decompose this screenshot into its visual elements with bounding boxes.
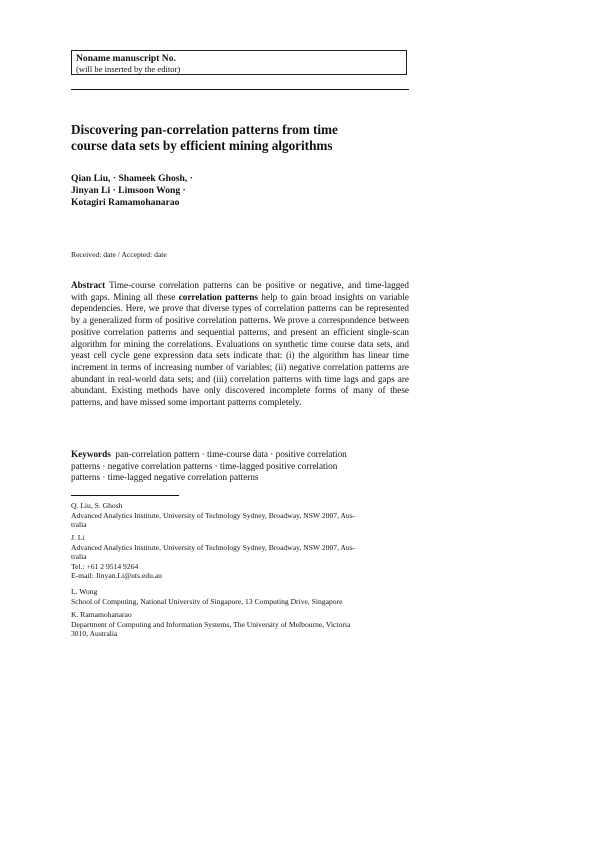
affiliation-phone: Tel.: +61 2 9514 9264	[71, 561, 139, 571]
affiliation-names: Q. Liu, S. Ghosh	[71, 501, 123, 510]
affiliation-email: E-mail: Jinyan.Li@uts.edu.au	[71, 571, 162, 581]
title-line-1: Discovering pan-correlation patterns from time	[71, 122, 338, 137]
keywords-line-1: pan-correlation pattern · time-course data · positive correlation	[115, 449, 347, 459]
authors-line-2: Jinyan Li · Limsoon Wong ·	[71, 185, 186, 196]
editor-note: (will be inserted by the editor)	[76, 64, 181, 74]
affiliation-line: Advanced Analytics Institute, University of Technology Sydney, Broadway, NSW 2007, Aus-	[71, 510, 356, 520]
affiliation-ramamohanarao	[71, 610, 409, 639]
affiliation-line: School of Computing, National University of Singapore, 13 Computing Drive, Singapore	[71, 596, 343, 606]
abstract-text-before: Time-course correlation patterns can be positive or negative, and time-lagged with gaps. Mining all these	[71, 280, 409, 302]
footnote-rule	[71, 495, 179, 496]
keywords-heading: Keywords	[71, 449, 111, 459]
abstract-text-after: help to gain broad insights on variable dependencies. Here, we prove that diverse types of correlation patterns can be represented by a generalized form of positive correlation patterns. We prove a correspondence between positive correlation patterns and sequential patterns, and present an efficient single-scan algorithm for mining the correlations. Evaluations on synthetic time course data sets, and yeast cell cycle gene expression data sets indicate that: (i) the algorithm has linear time increment in terms of increasing number of variables; (ii) negative correlation patterns are abundant in real-world data sets; and (iii) correlation patterns with time lags and gaps are abundant. Existing methods have only discovered incomplete forms of many of these patterns, and have missed some important patterns completely.	[71, 291, 409, 408]
affiliation-line: Department of Computing and Information Systems, The University of Melbourne, Victoria	[71, 619, 351, 629]
affiliation-line: 3010, Australia	[71, 629, 118, 639]
paper-title	[71, 122, 409, 154]
manuscript-number: Noname manuscript No.	[76, 53, 176, 64]
affiliation-line: Advanced Analytics Institute, University of Technology Sydney, Broadway, NSW 2007, Aus-	[71, 542, 356, 552]
title-line-2: course data sets by efficient mining algorithms	[71, 138, 333, 153]
authors-line-3: Kotagiri Ramamohanarao	[71, 197, 180, 208]
author-list	[71, 173, 409, 209]
manuscript-info-box	[71, 50, 407, 75]
affiliation-names: K. Ramamohanarao	[71, 610, 132, 619]
affiliation-wong	[71, 587, 409, 606]
authors-line-1: Qian Liu, · Shameek Ghosh, ·	[71, 173, 193, 184]
abstract	[71, 280, 409, 409]
affiliation-liu-ghosh	[71, 501, 409, 530]
abstract-heading: Abstract	[71, 280, 106, 290]
keywords-line-2: patterns · negative correlation patterns · time-lagged positive correlation	[71, 460, 338, 471]
received-date: Received: date / Accepted: date	[71, 250, 167, 259]
affiliation-line: tralia	[71, 552, 87, 562]
abstract-bold-phrase: correlation patterns	[178, 291, 258, 302]
affiliation-names: L. Wong	[71, 587, 98, 596]
header-rule	[71, 89, 409, 90]
affiliation-li	[71, 533, 409, 581]
keywords-line-3: patterns · time-lagged negative correlation patterns	[71, 472, 259, 483]
keywords	[71, 449, 409, 484]
affiliation-line: tralia	[71, 520, 87, 530]
affiliation-names: J. Li	[71, 533, 85, 542]
